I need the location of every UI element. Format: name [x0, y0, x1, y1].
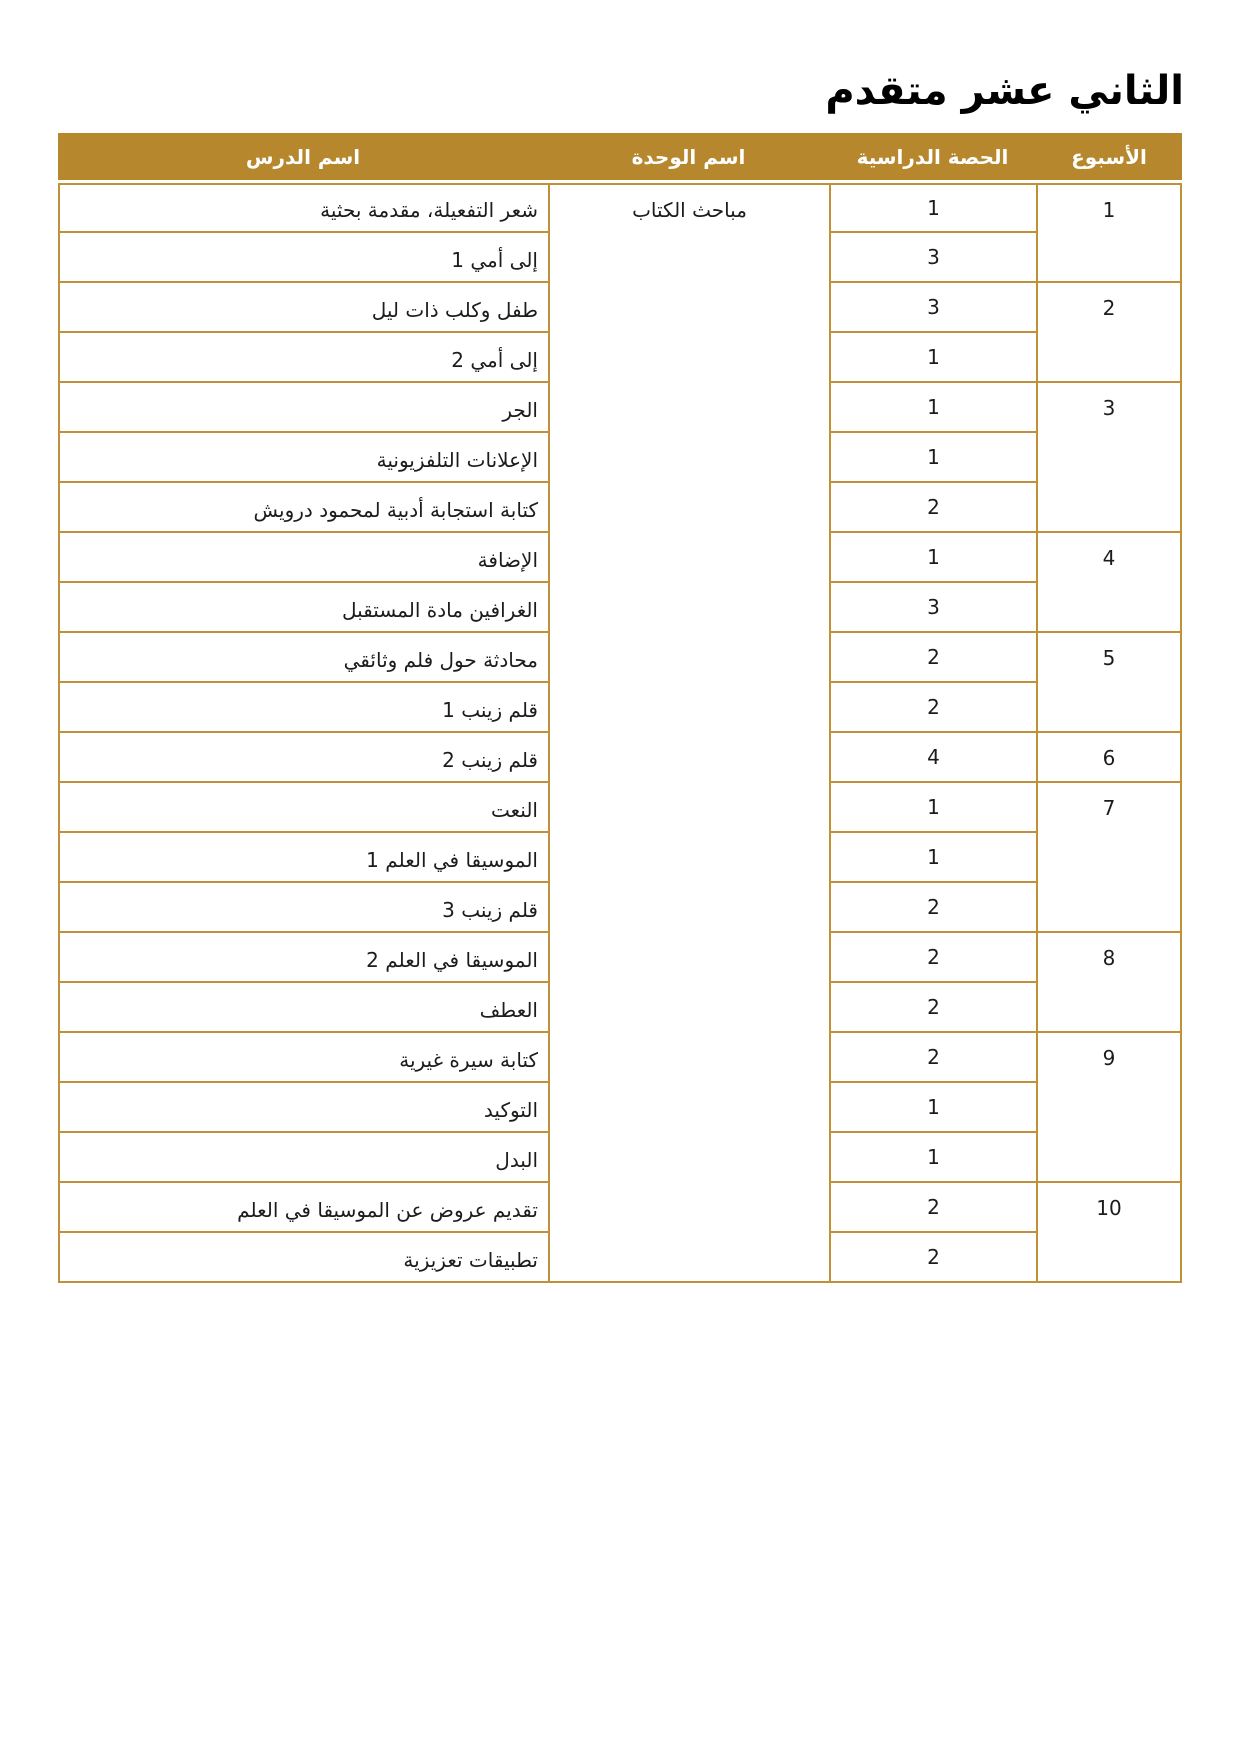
lesson-cell: البدل: [58, 1133, 548, 1183]
lesson-cell: تطبيقات تعزيزية: [58, 1233, 548, 1283]
week-cell: 5: [1036, 633, 1182, 733]
lesson-cell: كتابة استجابة أدبية لمحمود درويش: [58, 483, 548, 533]
session-cell: 1: [829, 433, 1036, 483]
lesson-cell: قلم زينب 1: [58, 683, 548, 733]
lesson-cell: قلم زينب 2: [58, 733, 548, 783]
session-cell: 4: [829, 733, 1036, 783]
week-cell: 4: [1036, 533, 1182, 633]
week-cell: 9: [1036, 1033, 1182, 1183]
session-cell: 2: [829, 683, 1036, 733]
session-cell: 3: [829, 283, 1036, 333]
session-cell: 2: [829, 1033, 1036, 1083]
lesson-cell: قلم زينب 3: [58, 883, 548, 933]
lesson-cell: الإضافة: [58, 533, 548, 583]
lesson-cell: النعت: [58, 783, 548, 833]
session-cell: 1: [829, 833, 1036, 883]
lesson-cell: طفل وكلب ذات ليل: [58, 283, 548, 333]
session-cell: 3: [829, 583, 1036, 633]
session-cell: 2: [829, 633, 1036, 683]
session-cell: 2: [829, 1233, 1036, 1283]
lesson-cell: تقديم عروض عن الموسيقا في العلم: [58, 1183, 548, 1233]
week-cell: 8: [1036, 933, 1182, 1033]
session-cell: 2: [829, 983, 1036, 1033]
col-header-session: الحصة الدراسية: [829, 133, 1036, 183]
lesson-cell: شعر التفعيلة، مقدمة بحثية: [58, 183, 548, 233]
header-row: [58, 133, 1182, 183]
week-cell: 7: [1036, 783, 1182, 933]
lesson-cell: الإعلانات التلفزيونية: [58, 433, 548, 483]
lesson-cell: محادثة حول فلم وثائقي: [58, 633, 548, 683]
week-cell: 10: [1036, 1183, 1182, 1283]
lesson-cell: الجر: [58, 383, 548, 433]
week-cell: 6: [1036, 733, 1182, 783]
session-cell: 1: [829, 1083, 1036, 1133]
session-cell: 1: [829, 1133, 1036, 1183]
col-header-week: الأسبوع: [1036, 133, 1182, 183]
session-cell: 1: [829, 183, 1036, 233]
session-cell: 2: [829, 483, 1036, 533]
session-cell: 1: [829, 333, 1036, 383]
session-cell: 1: [829, 783, 1036, 833]
session-cell: 3: [829, 233, 1036, 283]
lesson-cell: التوكيد: [58, 1083, 548, 1133]
lesson-cell: العطف: [58, 983, 548, 1033]
unit-cell: مباحث الكتاب: [548, 183, 829, 1283]
table-row: [58, 183, 1182, 233]
session-cell: 1: [829, 383, 1036, 433]
lesson-cell: كتابة سيرة غيرية: [58, 1033, 548, 1083]
session-cell: 2: [829, 933, 1036, 983]
session-cell: 2: [829, 1183, 1036, 1233]
week-cell: 1: [1036, 183, 1182, 283]
lesson-cell: الموسيقا في العلم 1: [58, 833, 548, 883]
col-header-lesson: اسم الدرس: [58, 133, 548, 183]
lesson-cell: الغرافين مادة المستقبل: [58, 583, 548, 633]
session-cell: 1: [829, 533, 1036, 583]
lesson-cell: الموسيقا في العلم 2: [58, 933, 548, 983]
lesson-cell: إلى أمي 1: [58, 233, 548, 283]
schedule-body: [58, 183, 1182, 1283]
session-cell: 2: [829, 883, 1036, 933]
page-title: الثاني عشر متقدم: [825, 68, 1184, 114]
col-header-unit: اسم الوحدة: [548, 133, 829, 183]
schedule-table: [58, 133, 1182, 1283]
lesson-cell: إلى أمي 2: [58, 333, 548, 383]
week-cell: 3: [1036, 383, 1182, 533]
week-cell: 2: [1036, 283, 1182, 383]
